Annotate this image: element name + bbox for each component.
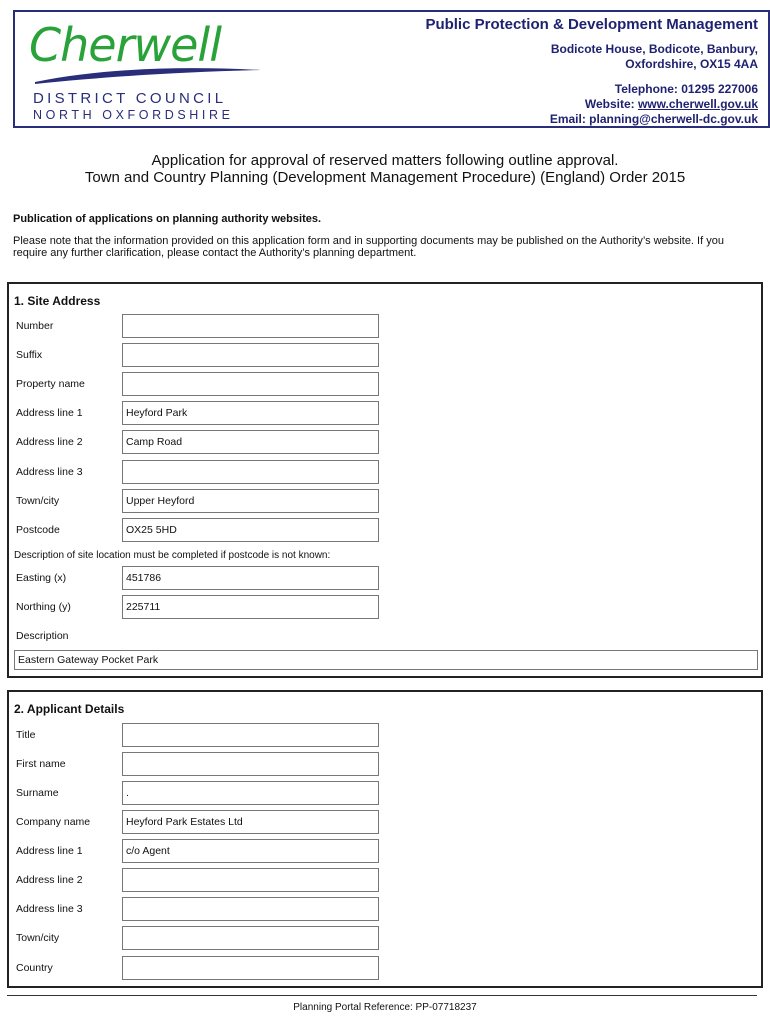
field-row bbox=[9, 489, 761, 513]
field-label: First name bbox=[16, 758, 66, 770]
address-line1-field[interactable]: Heyford Park bbox=[122, 401, 379, 425]
email[interactable]: Email: planning@cherwell-dc.gov.uk bbox=[549, 112, 758, 126]
field-label: Title bbox=[16, 729, 36, 741]
field-row bbox=[9, 810, 761, 834]
field-row bbox=[9, 343, 761, 367]
applicant-address-line2-field[interactable] bbox=[122, 868, 379, 892]
field-label: Property name bbox=[16, 378, 85, 390]
form-title-line1: Application for approval of reserved matters following outline approval. bbox=[151, 152, 619, 169]
field-label: Address line 3 bbox=[16, 903, 83, 915]
website-label: Website: bbox=[584, 97, 638, 111]
logo-swoosh-icon bbox=[33, 64, 263, 86]
section-title: 2. Applicant Details bbox=[14, 702, 125, 716]
portal-reference: Planning Portal Reference: PP-07718237 bbox=[293, 1002, 477, 1013]
field-label: Northing (y) bbox=[16, 601, 71, 613]
field-row bbox=[9, 868, 761, 892]
first-name-field[interactable] bbox=[122, 752, 379, 776]
easting-field[interactable]: 451786 bbox=[122, 566, 379, 590]
field-row bbox=[9, 839, 761, 863]
property-name-field[interactable] bbox=[122, 372, 379, 396]
company-name-field[interactable]: Heyford Park Estates Ltd bbox=[122, 810, 379, 834]
field-row bbox=[9, 372, 761, 396]
field-label: Address line 2 bbox=[16, 874, 83, 886]
applicant-details-section bbox=[7, 690, 763, 988]
field-row bbox=[9, 314, 761, 338]
council-logo: Cherwell bbox=[29, 18, 221, 72]
footer-divider bbox=[7, 995, 757, 996]
field-label: Number bbox=[16, 320, 54, 332]
website-row bbox=[550, 97, 758, 112]
council-name-line2: NORTH OXFORDSHIRE bbox=[33, 108, 234, 122]
country-field[interactable] bbox=[122, 956, 379, 980]
field-row bbox=[9, 595, 761, 619]
field-label: Easting (x) bbox=[16, 572, 67, 584]
field-label: Address line 1 bbox=[16, 407, 83, 419]
applicant-address-line1-field[interactable]: c/o Agent bbox=[122, 839, 379, 863]
field-row bbox=[9, 723, 761, 747]
publication-text: Please note that the information provided on this application form and in supporting documents may be published on the Authority’s website. If you require any further clarification, please contact the Authority’s planning department. bbox=[13, 235, 724, 259]
publication-heading: Publication of applications on planning authority websites. bbox=[13, 213, 322, 225]
site-address-section bbox=[7, 282, 763, 678]
field-label: Address line 2 bbox=[16, 436, 83, 448]
address-line2-field[interactable]: Camp Road bbox=[122, 430, 379, 454]
applicant-town-city-field[interactable] bbox=[122, 926, 379, 950]
northing-field[interactable]: 225711 bbox=[122, 595, 379, 619]
field-label: Address line 3 bbox=[16, 466, 83, 478]
field-row bbox=[9, 781, 761, 805]
applicant-address-line3-field[interactable] bbox=[122, 897, 379, 921]
field-label: Suffix bbox=[16, 349, 43, 361]
field-label: Town/city bbox=[16, 932, 60, 944]
field-row bbox=[9, 518, 761, 542]
field-label: Surname bbox=[16, 787, 59, 799]
field-row bbox=[9, 430, 761, 454]
form-title-line2: Town and Country Planning (Development Management Procedure) (England) Order 2015 bbox=[84, 169, 686, 186]
form-title bbox=[0, 152, 770, 186]
postcode-field[interactable]: OX25 5HD bbox=[122, 518, 379, 542]
title-field[interactable] bbox=[122, 723, 379, 747]
field-label: Company name bbox=[16, 816, 91, 828]
header-banner bbox=[13, 10, 770, 128]
council-name-line1: DISTRICT COUNCIL bbox=[33, 90, 227, 107]
description-label: Description bbox=[16, 630, 69, 642]
telephone: Telephone: 01295 227006 bbox=[614, 82, 758, 96]
address-line1: Bodicote House, Bodicote, Banbury, bbox=[550, 42, 758, 56]
address-line3-field[interactable] bbox=[122, 460, 379, 484]
field-label: Country bbox=[16, 962, 53, 974]
field-row bbox=[9, 752, 761, 776]
field-label: Address line 1 bbox=[16, 845, 83, 857]
town-city-field[interactable]: Upper Heyford bbox=[122, 489, 379, 513]
field-label: Postcode bbox=[16, 524, 60, 536]
field-row bbox=[9, 926, 761, 950]
location-note: Description of site location must be completed if postcode is not known: bbox=[14, 550, 331, 561]
contact-details bbox=[550, 82, 758, 127]
field-row bbox=[9, 897, 761, 921]
surname-field[interactable]: . bbox=[122, 781, 379, 805]
website-link[interactable]: www.cherwell.gov.uk bbox=[637, 97, 758, 111]
field-row bbox=[9, 956, 761, 980]
department-name: Public Protection & Development Management bbox=[425, 16, 758, 33]
field-row bbox=[9, 460, 761, 484]
section-title: 1. Site Address bbox=[14, 294, 101, 308]
number-field[interactable] bbox=[122, 314, 379, 338]
field-row bbox=[9, 566, 761, 590]
council-address bbox=[551, 42, 758, 72]
field-label: Town/city bbox=[16, 495, 60, 507]
suffix-field[interactable] bbox=[122, 343, 379, 367]
field-row bbox=[9, 401, 761, 425]
address-line2: Oxfordshire, OX15 4AA bbox=[625, 57, 758, 71]
description-field[interactable]: Eastern Gateway Pocket Park bbox=[14, 650, 758, 670]
